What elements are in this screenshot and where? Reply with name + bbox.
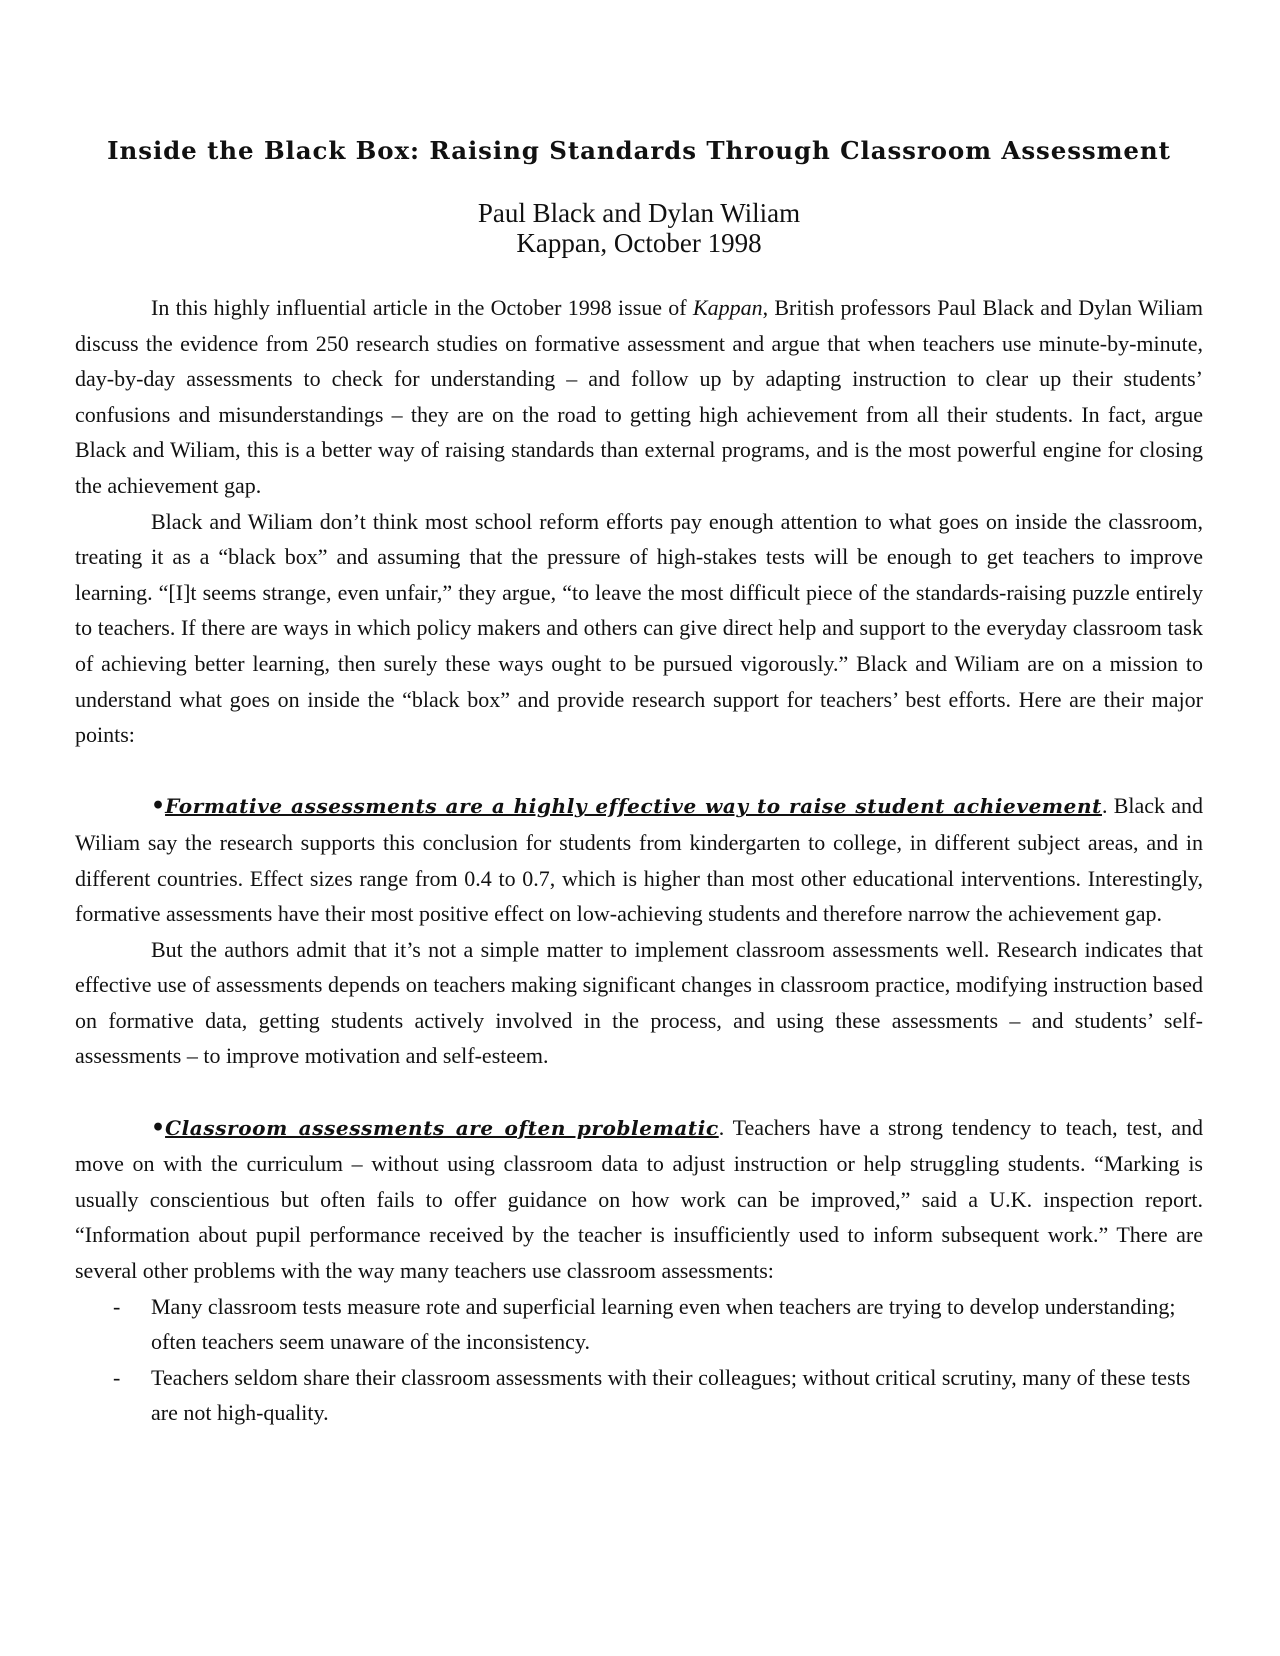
- document-title: Inside the Black Box: Raising Standards Through Classroom Assessment: [107, 136, 1171, 165]
- byline: [75, 198, 1203, 258]
- implementation-paragraph: But the authors admit that it’s not a simple matter to implement classroom assessments well. Research indicates that effective use of assessments depends on teachers making significant changes in classroom practice, modifying instruction based on formative data, getting students actively involved in the process, and using these assessments – and students’ self-assessments – to improve motivation and self-esteem.: [75, 936, 1203, 1069]
- bullet-marker: •: [151, 1114, 166, 1141]
- point-formative-paragraph: •Formative assessments are a highly effective way to raise student achievement. Black and Wiliam say the research supports this conclusion for students from kindergarten to college, in different subject areas, and in different countries. Effect sizes range from 0.4 to 0.7, which is higher than most other educational interventions. Interestingly, formative assessments have their most positive effect on low-achieving students and therefore narrow the achievement gap.: [75, 793, 1203, 927]
- list-item: - Teachers seldom share their classroom assessments with their colleagues; without critical scrutiny, many of these tests are not high-quality.: [75, 1360, 1203, 1431]
- source: Kappan, October 1998: [516, 228, 762, 258]
- dash-marker: -: [113, 1364, 121, 1390]
- authors: Paul Black and Dylan Wiliam: [477, 198, 801, 228]
- point-heading-formative: Formative assessments are a highly effective way to raise student achievement: [165, 794, 1102, 819]
- bullet-marker: •: [151, 793, 166, 820]
- article-body: [75, 290, 1203, 1431]
- problems-list: [75, 1289, 1203, 1431]
- point-problematic-paragraph: •Classroom assessments are often problematic. Teachers have a strong tendency to teach, test, and move on with the curriculum – without using classroom data to adjust instruction or help struggling students. “Marking is usually conscientious but often fails to offer guidance on how work can be improved,” said a U.K. inspection report. “Information about pupil performance received by the teacher is insufficiently used to inform subsequent work.” There are several other problems with the way many teachers use classroom assessments:: [75, 1114, 1203, 1284]
- journal-name: Kappan: [692, 295, 763, 320]
- intro-paragraph: In this highly influential article in the October 1998 issue of Kappan, British professors Paul Black and Dylan Wiliam discuss the evidence from 250 research studies on formative assessment and argue that when teachers use minute-by-minute, day-by-day assessments to check for understanding – and follow up by adapting instruction to clear up their students’ confusions and misunderstandings – they are on the road to getting high achievement from all their students. In fact, argue Black and Wiliam, this is a better way of raising standards than external programs, and is the most powerful engine for closing the achievement gap.: [75, 295, 1203, 498]
- spacer: [75, 753, 1203, 789]
- spacer: [75, 1074, 1203, 1110]
- dash-marker: -: [113, 1293, 121, 1319]
- black-box-paragraph: Black and Wiliam don’t think most school reform efforts pay enough attention to what goes on inside the classroom, treating it as a “black box” and assuming that the pressure of high-stakes tests will be enough to get teachers to improve learning. “[I]t seems strange, even unfair,” they argue, “to leave the most difficult piece of the standards-raising puzzle entirely to teachers. If there are ways in which policy makers and others can give direct help and support to the everyday classroom task of achieving better learning, then surely these ways ought to be pursued vigorously.” Black and Wiliam are on a mission to understand what goes on inside the “black box” and provide research support for teachers’ best efforts. Here are their major points:: [75, 508, 1203, 748]
- point-heading-problematic: Classroom assessments are often problematic: [165, 1115, 719, 1140]
- list-item: - Many classroom tests measure rote and superficial learning even when teachers are trying to develop understanding; often teachers seem unaware of the inconsistency.: [75, 1289, 1203, 1360]
